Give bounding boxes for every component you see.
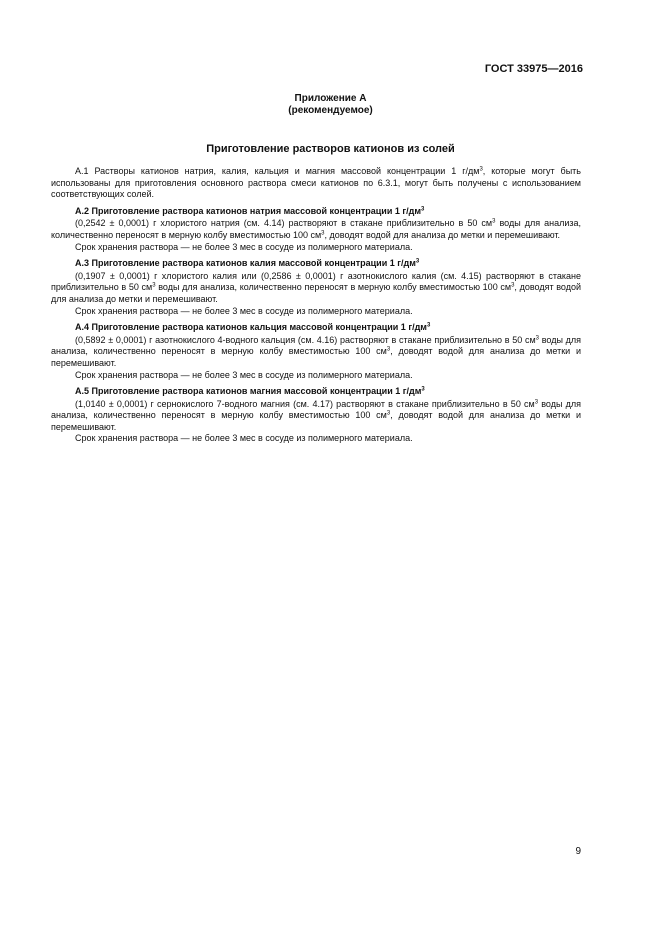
section-paragraph-a5: (1,0140 ± 0,0001) г сернокислого 7-водного магния (см. 4.17) растворяют в стакане приблизительно в 50 $см^3$ воды для анализа, количественно переносят в мерную колбу вместимостью 100 $см^3$, доводят водой для анализа до метки и перемешивают.: [51, 398, 581, 432]
appendix-title: Приготовление растворов катионов из солей: [206, 143, 455, 155]
appendix-header: [0, 93, 661, 117]
intro-paragraph: А.1 Растворы катионов натрия, калия, кальция и магния массовой концентрации 1 $г/дм^3$, которые могут быть использованы для приготовления основного раствора смеси катионов по 6.3.1, могут быть получены с использованием соответствующих солей.: [51, 166, 581, 200]
section-heading-a4: А.4 Приготовление раствора катионов кальция массовой концентрации 1 $г/дм^3$: [75, 322, 431, 333]
section-heading-a3: А.3 Приготовление раствора катионов калия массовой концентрации 1 $г/дм^3$: [75, 258, 420, 269]
section-paragraph-a2: (0,2542 ± 0,0001) г хлористого натрия (см. 4.14) растворяют в стакане приблизительно в 50 $см^3$ воды для анализа, количественно переносят в мерную колбу вместимостью 100 $см^3$, доводят водой для анализа до метки и перемешивают.: [51, 218, 581, 240]
document-code: ГОСТ 33975—2016: [484, 63, 583, 75]
section-heading-a2: А.2 Приготовление раствора катионов натрия массовой концентрации 1 $г/дм^3$: [75, 205, 425, 216]
section-paragraph-a4: (0,5892 ± 0,0001) г азотнокислого 4-водного кальция (см. 4.16) растворяют в стакане приблизительно в 50 $см^3$ воды для анализа, количественно переносят в мерную колбу вместимостью 100 $см^3$, доводят водой для анализа до метки и перемешивают.: [51, 334, 581, 368]
storage-note-a2: Срок хранения раствора — не более 3 мес в сосуде из полимерного материала.: [75, 241, 413, 252]
storage-note-a3: Срок хранения раствора — не более 3 мес в сосуде из полимерного материала.: [75, 305, 413, 316]
section-heading-a5: А.5 Приготовление раствора катионов магния массовой концентрации 1 $г/дм^3$: [75, 386, 425, 397]
storage-note-a4: Срок хранения раствора — не более 3 мес в сосуде из полимерного материала.: [75, 369, 413, 380]
appendix-label: Приложение А: [294, 93, 367, 104]
document-body: [51, 166, 581, 445]
section-paragraph-a3: (0,1907 ± 0,0001) г хлористого калия или (0,2586 ± 0,0001) г азотнокислого калия (см. 4.15) растворяют в стакане приблизительно в 50 $см^3$ воды для анализа, количественно переносят в мерную колбу вместимостью 100 $см^3$, доводят водой для анализа до метки и перемешивают.: [51, 270, 582, 304]
page-number: 9: [575, 846, 581, 857]
appendix-status: (рекомендуемое): [288, 105, 373, 116]
storage-note-a5: Срок хранения раствора — не более 3 мес в сосуде из полимерного материала.: [75, 433, 413, 444]
